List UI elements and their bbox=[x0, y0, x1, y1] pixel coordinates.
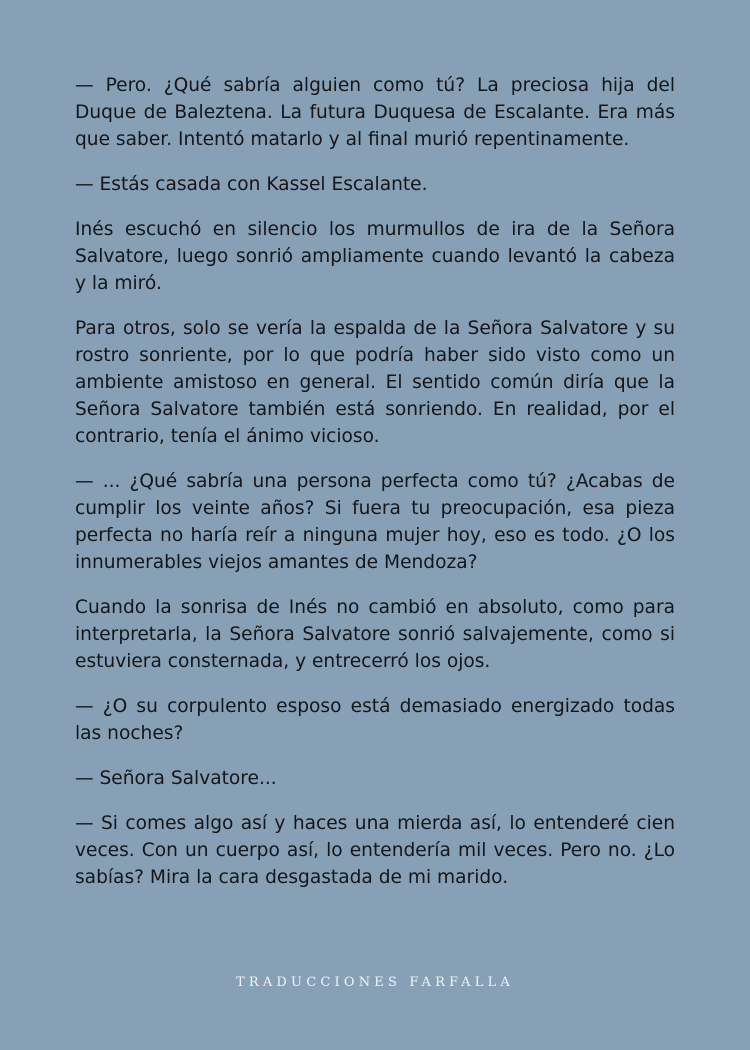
paragraph: — Si comes algo así y haces una mierda así, lo entenderé cien veces. Con un cuerpo así, lo entendería mil veces. Pero no. ¿Lo sabías? Mira la cara desgastada de mi marido. bbox=[75, 813, 675, 888]
footer-credit: TRADUCCIONES FARFALLA bbox=[235, 975, 514, 990]
paragraph: Cuando la sonrisa de Inés no cambió en absoluto, como para interpretarla, la Señora Salvatore sonrió salvajemente, como si estuviera consternada, y entrecerró los ojos. bbox=[75, 597, 675, 672]
paragraph: — ... ¿Qué sabría una persona perfecta como tú? ¿Acabas de cumplir los veinte años? Si fuera tu preocupación, esa pieza perfecta no haría reír a ninguna mujer hoy, eso es todo. ¿O los innumerables viejos amantes de Mendoza? bbox=[75, 471, 675, 573]
paragraph: — Estás casada con Kassel Escalante. bbox=[75, 174, 428, 195]
document-body bbox=[75, 72, 675, 909]
paragraph: — ¿O su corpulento esposo está demasiado energizado todas las noches? bbox=[75, 696, 675, 744]
paragraph: Inés escuchó en silencio los murmullos de ira de la Señora Salvatore, luego sonrió ampliamente cuando levantó la cabeza y la miró. bbox=[75, 219, 675, 294]
paragraph: — Pero. ¿Qué sabría alguien como tú? La preciosa hija del Duque de Baleztena. La futura Duquesa de Escalante. Era más que saber. Intentó matarlo y al final murió repentinamente. bbox=[75, 75, 675, 150]
paragraph: — Señora Salvatore... bbox=[75, 768, 277, 789]
paragraph: Para otros, solo se vería la espalda de la Señora Salvatore y su rostro sonriente, por lo que podría haber sido visto como un ambiente amistoso en general. El sentido común diría que la Señora Salvatore también está sonriendo. En realidad, por el contrario, tenía el ánimo vicioso. bbox=[75, 318, 675, 447]
